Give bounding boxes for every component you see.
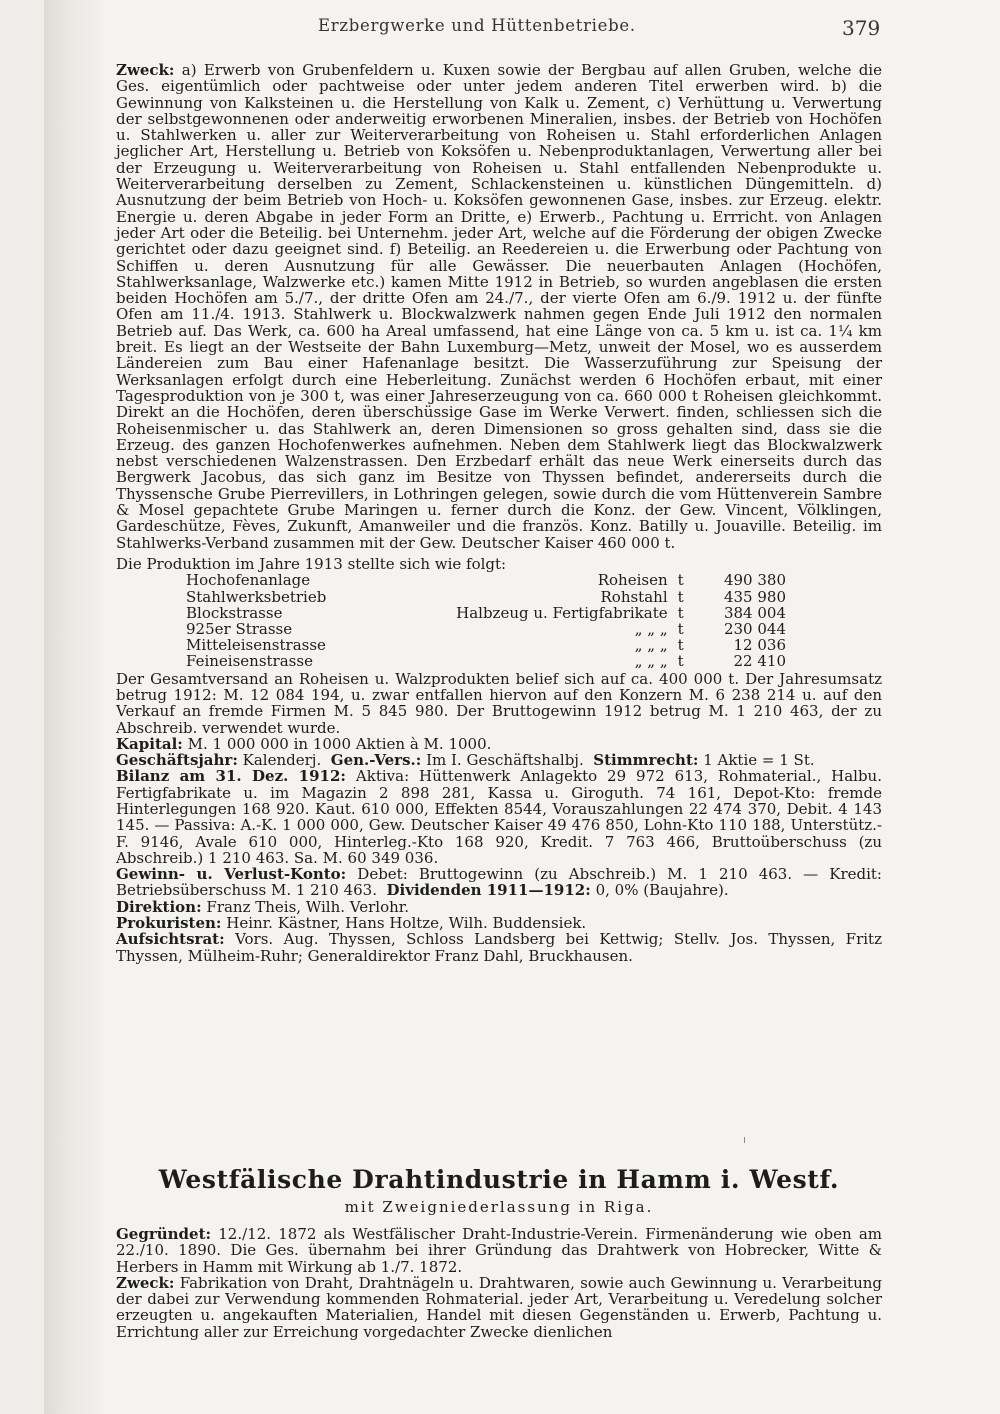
gegruendet-label: Gegründet: xyxy=(116,1225,212,1243)
previous-page-edge xyxy=(0,0,45,1414)
dividenden-text: 0, 0% (Baujahre). xyxy=(595,881,729,900)
direktion-paragraph xyxy=(116,899,882,915)
production-row xyxy=(186,653,786,669)
production-facility: Feineisenstrasse xyxy=(186,652,313,671)
aufsichtsrat-text: Vors. Aug. Thyssen, Schloss Landsberg bei Kettwig; Stellv. Jos. Thyssen, Fritz Thyssen, Mülheim-Ruhr; Generaldirektor Franz Dahl, Bruckhausen. xyxy=(116,930,882,965)
zweck-text: a) Erwerb von Grubenfeldern u. Kuxen sowie der Bergbau auf allen Gruben, welche die Ges. eigentümlich oder pachtweise oder unter jedem anderen Titel erwerben wird. b) die Gewinnung von Kalksteinen u. die Herstellung von Kalk u. Zement, c) Verhüttung u. Verwertung der selbstgewonnenen oder anderweitig erworbenen Mineralien, insbes. der Betrieb von Hochöfen u. Stahlwerken u. aller zur Weiterverarbeitung von Roheisen u. Stahl erforderlichen Anlagen jeglicher Art, Herstellung u. Betrieb von Koksöfen u. Nebenproduktanlagen, Verwertung aller bei der Erzeugung u. Weiterverarbeitung von Roheisen u. Stahl entfallenden Nebenprodukte u. Weiterverarbeitung derselben zu Zement, Schlackensteinen u. künstlichen Düngemitteln. d) Ausnutzung der beim Betrieb von Hoch- u. Koksöfen gewonnenen Gase, insbes. zur Erzeug. elektr. Energie u. deren Abgabe in jeder Form an Dritte, e) Erwerb., Pachtung u. Errricht. von Anlagen jeder Art oder die Beteilig. bei Unternehm. jeder Art, welche auf die Förderung der obigen Zwecke gerichtet oder dazu geeignet sind. f) Beteilig. an Reedereien u. die Erwerbung oder Pachtung von Schiffen u. deren Ausnutzung für alle Gewässer. Die neuerbauten Anlagen (Hochöfen, Stahlwerksanlage, Walzwerke etc.) kamen Mitte 1912 in Betrieb, so wurden angeblasen die ersten beiden Hochöfen am 5./7., der dritte Ofen am 24./7., der vierte Ofen am 6./9. 1912 u. der fünfte Ofen am 11./4. 1913. Stahlwerk u. Blockwalzwerk nahmen gegen Ende Juli 1912 den normalen Betrieb auf. Das Werk, ca. 600 ha Areal umfassend, hat eine Länge von ca. 5 km u. ist ca. 1¼ km breit. Es liegt an der Westseite der Bahn Luxemburg—Metz, unweit der Mosel, wo es ausserdem Ländereien zum Bau einer Hafenanlage besitzt. Die Wasserzuführung zur Speisung der Werksanlagen erfolgt durch eine Heberleitung. Zunächst werden 6 Hochöfen erbaut, mit einer Tagesproduktion von je 300 t, was einer Jahreserzeugung von ca. 660 000 t Roheisen gleichkommt. Direkt an die Hochöfen, deren überschüssige Gase im Werke Verwert. finden, schliessen sich die Roheisenmischer u. das Stahlwerk an, deren Dimensionen so gross gehalten sind, dass sie die Erzeug. des ganzen Hochofenwerkes aufnehmen. Neben dem Stahlwerk liegt das Blockwalzwerk nebst verschiedenen Walzenstrassen. Den Erzbedarf erhält das neue Werk einerseits durch das Bergwerk Jacobus, das sich ganz im Besitze von Thyssen befindet, andererseits durch die Thyssensche Grube Pierrevillers, in Lothringen gelegen, sowie durch die vom Hüttenverein Sambre & Mosel gepachtete Grube Maringen u. ferner durch die Konz. der Gew. Vincent, Völklingen, Gardeschütze, Fèves, Zukunft, Amanweiler und die französ. Konz. Batilly u. Jouaville. Beteilig. im Stahlwerks-Verband zusammen mit der Gew. Deutscher Kaiser 460 000 t. xyxy=(116,61,882,552)
gen-vers-label: Gen.-Vers.: xyxy=(330,751,422,770)
entry-1-body xyxy=(116,62,882,964)
production-unit: t xyxy=(677,571,684,590)
production-row xyxy=(186,621,786,637)
company-title: Westfälische Drahtindustrie in Hamm i. Westf. xyxy=(158,1165,840,1194)
zweck-paragraph xyxy=(116,62,882,551)
gen-vers-text: Im I. Geschäftshalbj. xyxy=(426,751,584,770)
geschaeftsjahr-label: Geschäftsjahr: xyxy=(116,751,238,770)
kapital-text: M. 1 000 000 in 1000 Aktien à M. 1000. xyxy=(187,734,492,753)
page xyxy=(104,0,1000,1414)
company-subtitle: mit Zweigniederlassung in Riga. xyxy=(344,1198,654,1216)
production-row xyxy=(186,572,786,588)
bilanz-paragraph xyxy=(116,768,882,866)
stimmrecht-label: Stimmrecht: xyxy=(593,751,699,770)
page-number: 379 xyxy=(842,16,881,40)
aufsichtsrat-label: Aufsichtsrat: xyxy=(116,930,225,949)
page-header xyxy=(104,16,1000,44)
production-row xyxy=(186,637,786,653)
zweck-label: Zweck: xyxy=(116,61,175,79)
direktion-text: Franz Theis, Wilh. Verlohr. xyxy=(206,897,410,916)
bilanz-text: Aktiva: Hüttenwerk Anlagekto 29 972 613, Rohmaterial., Halbu. Fertigfabrikate u. im Magazin 2 898 281, Kassa u. Giroguth. 74 161, Depot-Kto: fremde Hinterlegungen 168 920. Kaut. 610 000, Effekten 8544, Vorauszahlungen 22 474 370, Debit. 4 143 145. — Passiva: A.-K. 1 000 000, Gew. Deutscher Kaiser 49 476 850, Lohn-Kto 110 188, Unterstütz.-F. 9146, Avale 610 000, Hinterleg.-Kto 168 920, Kredit. 7 763 466, Bruttoüberschuss (zu Abschreib.) 1 210 463. Sa. M. 60 349 036. xyxy=(116,767,882,867)
production-unit: t xyxy=(677,636,684,655)
prokuristen-label: Prokuristen: xyxy=(116,914,222,933)
production-product: „ „ „ xyxy=(634,652,668,671)
production-product: Halbzeug u. Fertigfabrikate xyxy=(456,603,668,622)
production-product: Roheisen xyxy=(597,571,668,590)
production-product: „ „ „ xyxy=(634,620,668,639)
kapital-label: Kapital: xyxy=(116,734,183,753)
running-title: Erzbergwerke und Hüttenbetriebe. xyxy=(318,16,636,35)
stimmrecht-text: 1 Aktie = 1 St. xyxy=(703,751,815,770)
production-row xyxy=(186,605,786,621)
entry-2 xyxy=(116,1165,882,1340)
book-gutter xyxy=(44,0,104,1414)
zweck-2-text: Fabrikation von Draht, Drahtnägeln u. Drahtwaren, sowie auch Gewinnung u. Verarbeitung der dabei zur Verwendung kommenden Rohmaterial. jeder Art, Verarbeitung u. Veredelung solcher erzeugten u. angekauften Materialien, Handel mit diesen Gegenständen u. Erwerb, Pachtung u. Errichtung aller zur Erreichung vorgedachter Zwecke dienlichen xyxy=(116,1273,882,1341)
zweck-2-label: Zweck: xyxy=(116,1273,175,1292)
bilanz-label: Bilanz am 31. Dez. 1912: xyxy=(116,767,346,786)
zweck-2-paragraph xyxy=(116,1275,882,1340)
production-facility: Blockstrasse xyxy=(186,603,283,622)
gegruendet-paragraph xyxy=(116,1226,882,1275)
gegruendet-text: 12./12. 1872 als Westfälischer Draht-Industrie-Verein. Firmenänderung wie oben am 22./10. 1890. Die Ges. übernahm bei ihrer Gründung das Drahtwerk von Hobrecker, Witte & Herbers in Hamm mit Wirkung ab 1./7. 1872. xyxy=(116,1225,882,1276)
production-row xyxy=(186,589,786,605)
production-facility: Mitteleisenstrasse xyxy=(186,636,326,655)
production-product: „ „ „ xyxy=(634,636,668,655)
production-quantity: 490 380 xyxy=(723,571,786,590)
kapital-paragraph xyxy=(116,736,882,752)
prokuristen-text: Heinr. Kästner, Hans Holtze, Wilh. Buddensiek. xyxy=(226,914,587,933)
production-facility: Hochofenanlage xyxy=(186,571,311,590)
direktion-label: Direktion: xyxy=(116,897,202,916)
print-mark xyxy=(744,1137,745,1143)
production-quantity: 22 410 xyxy=(733,652,786,671)
gewinn-text: Debet: Bruttogewinn (zu Abschreib.) M. 1 210 463. — Kredit: Betriebsüberschuss M. 1 210 463. xyxy=(116,865,882,900)
production-facility: Stahlwerksbetrieb xyxy=(186,587,327,606)
production-table xyxy=(186,572,786,669)
production-unit: t xyxy=(677,587,684,606)
production-quantity: 435 980 xyxy=(723,587,786,606)
production-intro: Die Produktion im Jahre 1913 stellte sich wie folgt: xyxy=(116,554,507,573)
geschaeftsjahr-paragraph xyxy=(116,752,882,768)
production-quantity: 230 044 xyxy=(723,620,786,639)
geschaeftsjahr-text: Kalenderj. xyxy=(242,751,322,770)
production-unit: t xyxy=(677,652,684,671)
production-section xyxy=(116,556,876,670)
dividenden-label: Dividenden 1911—1912: xyxy=(386,881,591,900)
versand-paragraph: Der Gesamtversand an Roheisen u. Walzprodukten belief sich auf ca. 400 000 t. Der Jahresumsatz betrug 1912: M. 12 084 194, u. zwar entfallen hiervon auf den Konzern M. 6 238 214 u. auf den Verkauf an fremde Firmen M. 5 845 980. Der Bruttogewinn 1912 betrug M. 1 210 463, der zu Abschreib. verwendet wurde. xyxy=(116,669,882,737)
gewinn-paragraph xyxy=(116,866,882,899)
gewinn-label: Gewinn- u. Verlust-Konto: xyxy=(116,865,347,884)
prokuristen-paragraph xyxy=(116,915,882,931)
production-product: Rohstahl xyxy=(600,587,668,606)
production-quantity: 384 004 xyxy=(723,603,786,622)
production-facility: 925er Strasse xyxy=(186,620,293,639)
aufsichtsrat-paragraph xyxy=(116,931,882,964)
production-quantity: 12 036 xyxy=(733,636,786,655)
production-unit: t xyxy=(677,603,684,622)
production-unit: t xyxy=(677,620,684,639)
